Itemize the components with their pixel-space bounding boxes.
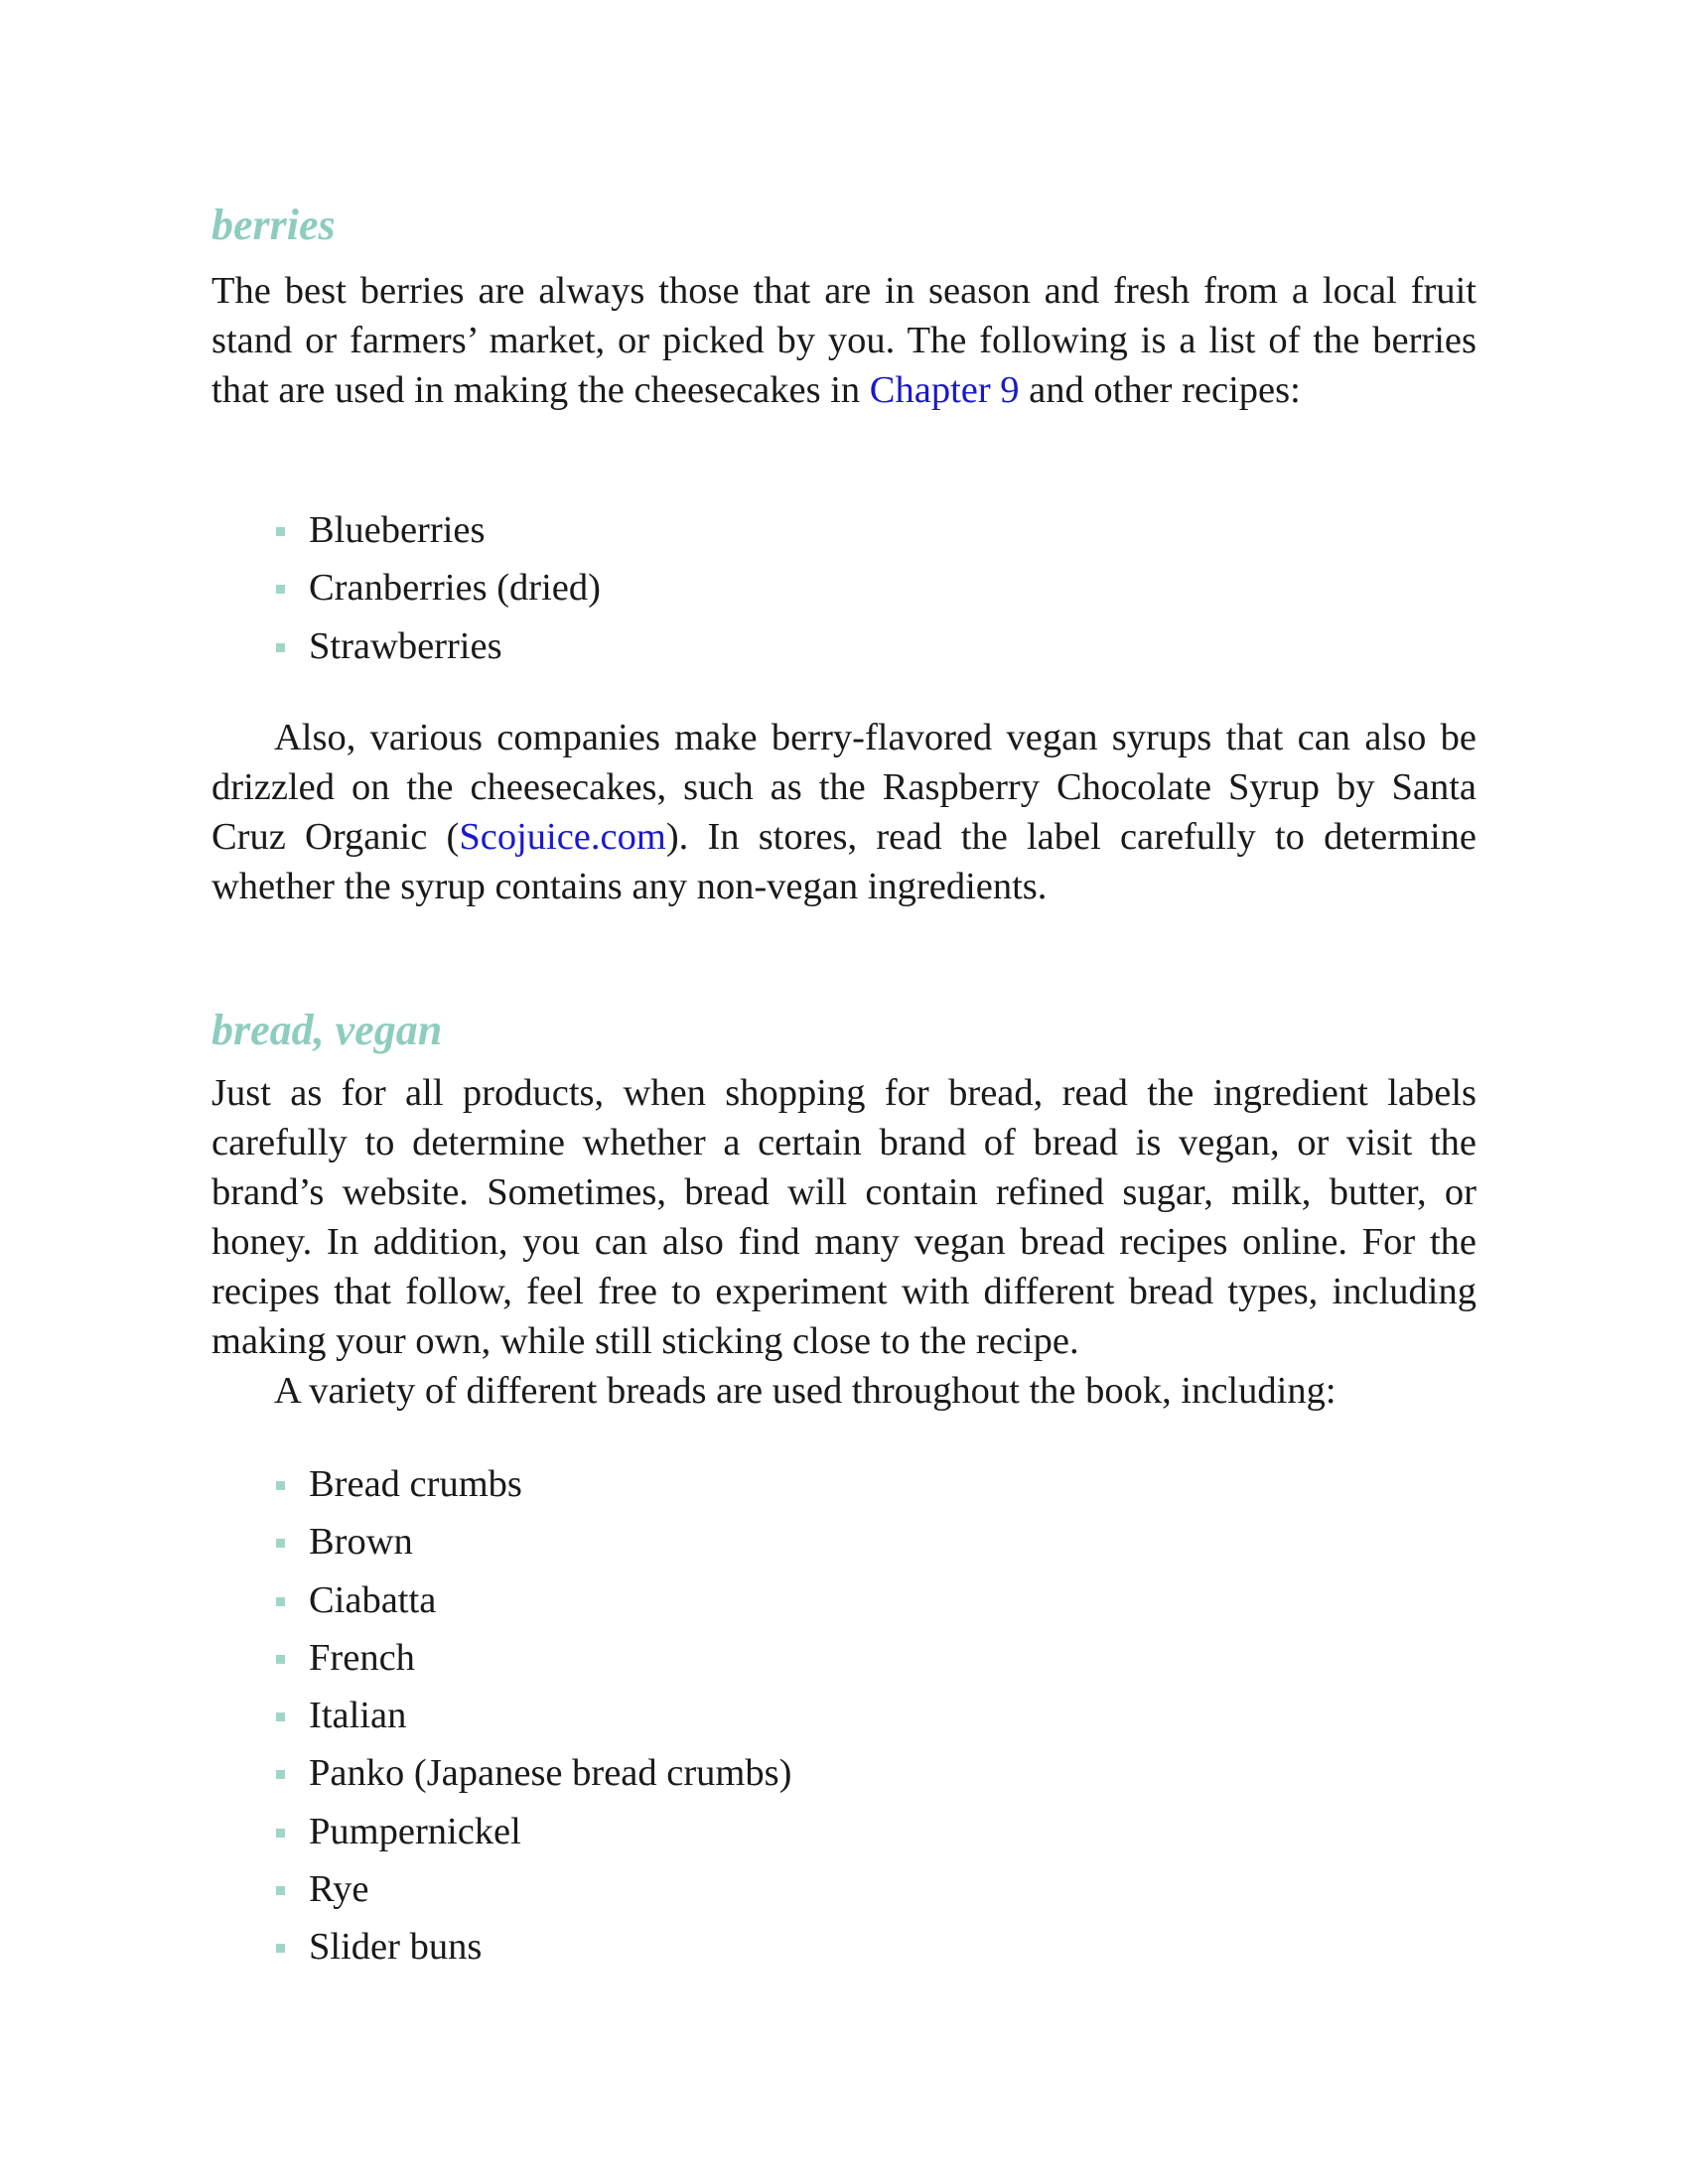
berries-intro-text-end: and other recipes:	[1019, 369, 1301, 411]
list-item-label: Strawberries	[309, 624, 502, 667]
list-item-label: Bread crumbs	[309, 1463, 522, 1505]
berries-syrup-paragraph	[211, 713, 1477, 911]
square-bullet-icon	[276, 527, 285, 536]
square-bullet-icon	[276, 1481, 285, 1490]
list-item	[211, 1918, 1477, 1976]
square-bullet-icon	[276, 1597, 285, 1606]
list-item	[211, 1744, 1477, 1802]
list-item	[211, 1860, 1477, 1918]
list-item-label: Rye	[309, 1868, 369, 1911]
list-item-label: Ciabatta	[309, 1578, 437, 1621]
list-item-label: Panko (Japanese bread crumbs)	[309, 1752, 792, 1795]
section-heading-bread: bread, vegan	[211, 1006, 443, 1054]
list-item	[211, 559, 1477, 616]
berries-syrup-text-end: ). In stores, read the label carefully to determine whether the syrup contains any non-vegan ingredients.	[211, 816, 1477, 907]
list-item	[211, 1629, 1477, 1687]
list-item	[211, 1513, 1477, 1570]
list-item	[211, 1803, 1477, 1860]
bread-list	[211, 1455, 1477, 1977]
list-item	[211, 1687, 1477, 1744]
list-item-label: Blueberries	[309, 509, 486, 551]
square-bullet-icon	[276, 1886, 285, 1895]
bread-intro-paragraph: Just as for all products, when shopping for bread, read the ingredient labels carefully to determine whether a certain brand of bread is vegan, or visit the brand’s website. Sometimes, bread will contain refined sugar, milk, butter, or honey. In addition, you can also find many vegan bread recipes online. For the recipes that follow, feel free to experiment with different bread types, including making your own, while still sticking close to the recipe.	[211, 1072, 1477, 1362]
bread-variety-paragraph: A variety of different breads are used throughout the book, including:	[274, 1370, 1336, 1412]
square-bullet-icon	[276, 1655, 285, 1664]
scojuice-link[interactable]: Scojuice.com	[459, 816, 666, 858]
square-bullet-icon	[276, 1770, 285, 1779]
list-item	[211, 1571, 1477, 1629]
square-bullet-icon	[276, 585, 285, 594]
section-heading-berries: berries	[211, 201, 336, 249]
list-item	[211, 501, 1477, 559]
berries-syrup-text: Also, various companies make berry-flavored vegan syrups that can also be drizzled on the cheesecakes, such as the Raspberry Chocolate Syrup by Santa Cruz Organic (	[211, 717, 1477, 858]
square-bullet-icon	[276, 1712, 285, 1721]
square-bullet-icon	[276, 1539, 285, 1548]
berries-intro-paragraph	[211, 266, 1477, 415]
list-item-label: Slider buns	[309, 1926, 483, 1969]
list-item-label: Brown	[309, 1521, 413, 1564]
square-bullet-icon	[276, 1944, 285, 1953]
chapter-9-link[interactable]: Chapter 9	[869, 369, 1020, 411]
berries-intro-text: The best berries are always those that are in season and fresh from a local fruit stand or farmers’ market, or picked by you. The following is a list of the berries that are used in making the cheesecakes in	[211, 270, 1477, 411]
berries-list	[211, 501, 1477, 675]
list-item	[211, 1455, 1477, 1513]
square-bullet-icon	[276, 643, 285, 652]
list-item	[211, 617, 1477, 675]
list-item-label: French	[309, 1636, 415, 1679]
square-bullet-icon	[276, 1829, 285, 1838]
list-item-label: Italian	[309, 1695, 407, 1737]
list-item-label: Cranberries (dried)	[309, 567, 601, 610]
list-item-label: Pumpernickel	[309, 1810, 521, 1852]
